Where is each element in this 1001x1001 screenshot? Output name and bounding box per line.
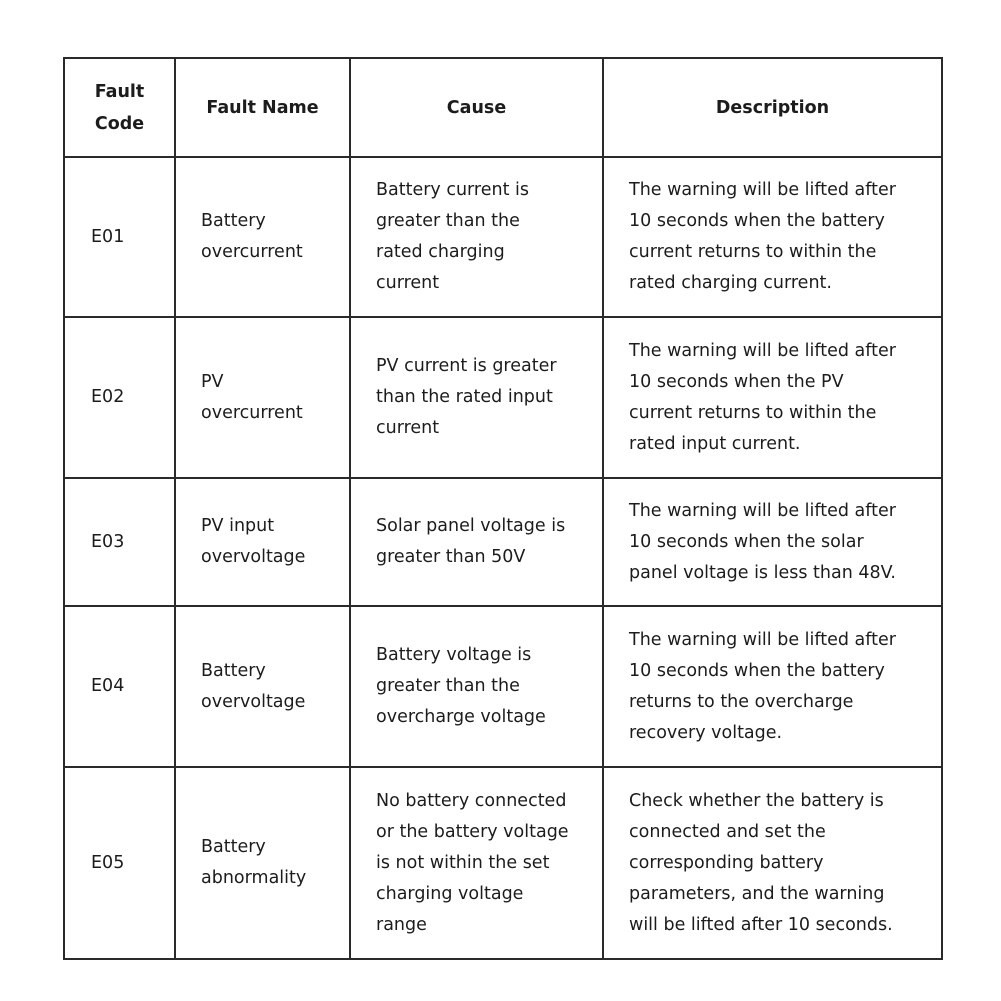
description-cell: The warning will be lifted after 10 seconds when the battery returns to the overcharge recovery voltage. — [603, 606, 942, 767]
header-row — [64, 58, 942, 157]
description-cell: The warning will be lifted after 10 seconds when the battery current returns to within the rated charging current. — [603, 157, 942, 317]
fault-name-cell: Battery abnormality — [175, 767, 350, 959]
fault-code-cell: E03 — [64, 478, 175, 606]
description-cell: The warning will be lifted after 10 seconds when the solar panel voltage is less than 48V. — [603, 478, 942, 606]
fault-code-cell: E02 — [64, 317, 175, 478]
header-fault-name: Fault Name — [175, 58, 350, 157]
description-cell: Check whether the battery is connected and set the corresponding battery parameters, and the warning will be lifted after 10 seconds. — [603, 767, 942, 959]
description-cell: The warning will be lifted after 10 seconds when the PV current returns to within the rated input current. — [603, 317, 942, 478]
cause-cell: No battery connected or the battery voltage is not within the set charging voltage range — [350, 767, 603, 959]
table-row — [64, 157, 942, 317]
header-description: Description — [603, 58, 942, 157]
cause-cell: Battery voltage is greater than the overcharge voltage — [350, 606, 603, 767]
fault-code-table — [63, 57, 943, 960]
fault-name-cell: Battery overvoltage — [175, 606, 350, 767]
table-body — [64, 157, 942, 959]
fault-name-cell: PV input overvoltage — [175, 478, 350, 606]
table-row — [64, 767, 942, 959]
fault-name-cell: Battery overcurrent — [175, 157, 350, 317]
table-row — [64, 606, 942, 767]
header-fault-code: Fault Code — [64, 58, 175, 157]
header-cause: Cause — [350, 58, 603, 157]
cause-cell: PV current is greater than the rated input current — [350, 317, 603, 478]
fault-code-cell: E01 — [64, 157, 175, 317]
cause-cell: Battery current is greater than the rated charging current — [350, 157, 603, 317]
table-row — [64, 317, 942, 478]
fault-code-cell: E05 — [64, 767, 175, 959]
fault-code-cell: E04 — [64, 606, 175, 767]
fault-name-cell: PV overcurrent — [175, 317, 350, 478]
table-header — [64, 58, 942, 157]
cause-cell: Solar panel voltage is greater than 50V — [350, 478, 603, 606]
table-row — [64, 478, 942, 606]
